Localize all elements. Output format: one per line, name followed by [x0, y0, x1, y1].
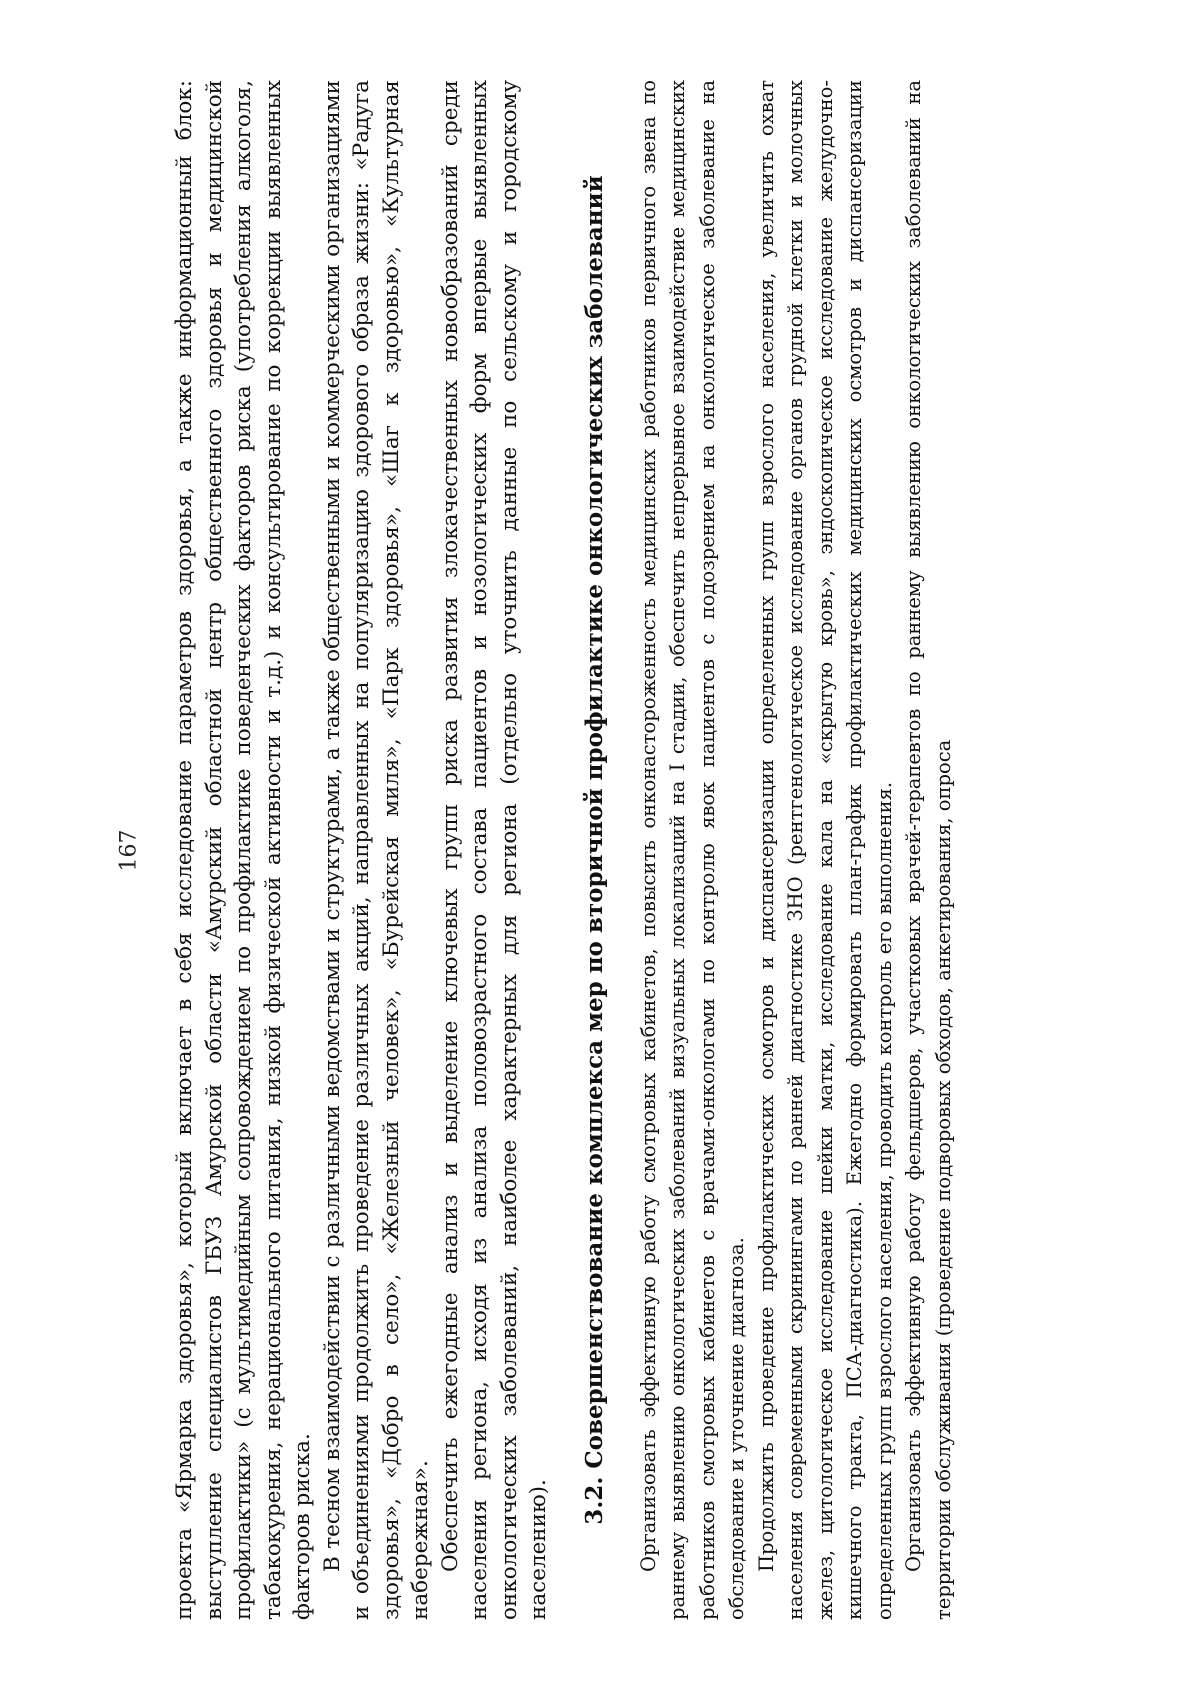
- rotated-text-block: [170, 70, 1050, 1630]
- page-number: 167: [116, 829, 142, 872]
- paragraph-top-2: В тесном взаимодействии с различными ведомствами и структурами, а также общественными и коммерческими организациями и объединениями продолжить проведение различных акций, направленных на популяризацию здорового образа жизни: «Радуга здоровья», «Добро в село», «Железный человек», «Бурейская миля», «Парк здоровья», «Шаг к здоровью», «Культурная набережная».: [319, 80, 433, 1620]
- section-heading: 3.2. Совершенствование комплекса мер по вторичной профилактике онкологических заболеваний: [580, 175, 608, 1525]
- paragraph-top-3: Обеспечить ежегодные анализ и выделение ключевых групп риска развития злокачественных новообразований среди населения региона, исходя из анализа половозрастного состава пациентов и нозологических форм впервые выявленных онкологических заболеваний, наиболее характерных для региона (отдельно уточнить данные по сельскому и городскому населению).: [437, 80, 551, 1620]
- paragraph-bottom-1: Организовать эффективную работу смотровых кабинетов, повысить онконастороженность медицинских работников первичного звена по раннему выявлению онкологических заболеваний визуальных локализаций на I стадии, обеспечить непрерывное взаимодействие медицинских работников смотровых кабинетов с врачами-онкологами по контролю явок пациентов с подозрением на онкологическое заболевание на обследование и уточнение диагноза.: [636, 80, 748, 1620]
- paragraph-top-1: проекта «Ярмарка здоровья», который включает в себя исследование параметров здоровья, а также информационный блок: выступление специалистов ГБУЗ Амурской области «Амурский областной центр общественного здоровья и медицинской профилактики» (с мультимедийным сопровождением по профилактике поведенческих факторов риска (употребления алкоголя, табакокурения, нерационального питания, низкой физической активности и т.д.) и консультирование по коррекции выявленных факторов риска.: [172, 80, 315, 1620]
- section-bottom: [634, 80, 959, 1620]
- paragraph-bottom-2: Продолжить проведение профилактических осмотров и диспансеризации определенных групп взрослого населения, увеличить охват населения современными скринингами по ранней диагностике ЗНО (рентгенологическое исследование органов грудной клетки и молочных желез, цитологическое исследование шейки матки, исследование кала на «скрытую кровь», эндоскопическое исследование желудочно-кишечного тракта, ПСА-диагностика). Ежегодно формировать план-график профилактических медицинских осмотров и диспансеризации определенных групп взрослого населения, проводить контроль его выполнения.: [754, 80, 896, 1620]
- section-top: [170, 80, 554, 1620]
- paragraph-bottom-3: Организовать эффективную работу фельдшеров, участковых врачей-терапевтов по раннему выявлению онкологических заболеваний на территории обслуживания (проведение подворовых обходов, анкетирования, опроса: [902, 80, 955, 1620]
